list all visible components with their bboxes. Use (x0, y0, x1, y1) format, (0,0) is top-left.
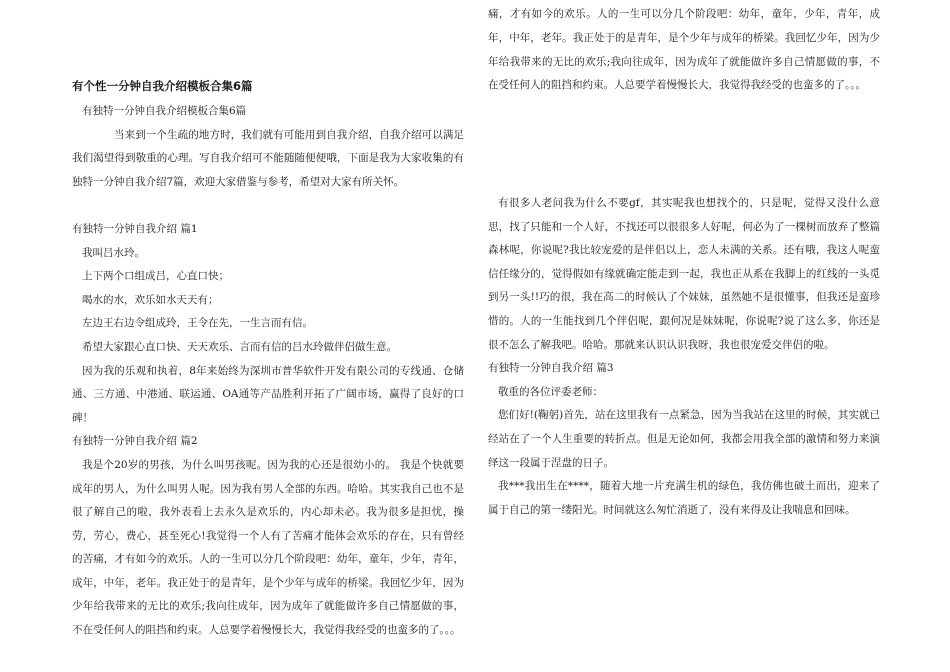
paragraph-tail: 痛，才有如今的欢乐。人的一生可以分几个阶段吧：幼年，童年，少年，青年，成年，中年，老年。我正处于的是青年，是个少年与成年的桥梁。我回忆少年，因为少年给我带来的无比的欢乐;我向往成年，因为成年了就能做许多自己情愿做的事，不在受任何人的阻挡和约束。人总要学着慢慢长大，我觉得我经受的也蛮多的了。。。 (488, 8, 880, 92)
intro-paragraph: 当来到一个生疏的地方时，我们就有可能用到自我介绍，自我介绍可以满足我们渴望得到敬重的心理。写自我介绍可不能随随便便哦，下面是我为大家收集的有独特一分钟自我介绍7篇，欢迎大家借鉴与参考，希望对大家有所关怀。 (72, 128, 464, 188)
document-title: 有个性一分钟自我介绍模板合集6篇 (72, 79, 253, 93)
paragraph: 希望大家跟心直口快、天天欢乐、言而有信的吕水玲做伴侣做生意。 (82, 340, 397, 353)
section-heading-1: 有独特一分钟自我介绍 篇1 (72, 222, 198, 235)
paragraph: 上下两个口组成吕，心直口快； (82, 270, 229, 283)
right-column (488, 8, 880, 522)
blank-line (72, 194, 464, 218)
paragraph: 我***我出生在****，随着大地一片充满生机的绿色，我仿佛也破土而出，迎来了属于自己的第一缕阳光。时间就这么匆忙消逝了，没有来得及让我喘息和回味。 (488, 480, 880, 516)
paragraph: 有很多人老问我为什么不要gf，其实呢我也想找个的，只是呢，觉得又没什么意思，找了只能和一个人好，不找还可以很很多人好呢，何必为了一棵树而放弃了整篇森林呢，你说呢?我比较宠爱的是伴侣以上，恋人未满的关系。还有哦，我这人呢蛮信任缘分的，觉得假如有缘就确定能走到一起，我也正从系在我脚上的红线的一头觅到另一头!!巧的很，我在高二的时候认了个妹妹，虽然她不是很懂事，但我还是蛮珍惜的。人的一生能找到几个伴侣呢，跟何况是妹妹呢，你说呢?说了这么多，你还是很不怎么了解我吧。哈哈。那就来认识认识我呀，我也很宠爱交伴侣的啦。 (488, 197, 880, 351)
section-heading-2: 有独特一分钟自我介绍 篇2 (72, 435, 198, 448)
document-subtitle: 有独特一分钟自我介绍模板合集6篇 (82, 105, 247, 117)
paragraph: 左边王右边令组成玲，王令在先，一生言而有信。 (82, 317, 313, 330)
paragraph-clip (72, 454, 464, 637)
paragraph: 敬重的各位评委老师： (498, 385, 603, 398)
section-heading-3: 有独特一分钟自我介绍 篇3 (488, 362, 614, 375)
paragraph-continued: 我是个20岁的男孩，为什么叫男孩呢。因为我的心还是很幼小的。 我是个快就要成年的男人，为什么叫男人呢。因为我有男人全部的东西。哈哈。其实我自己也不是很了解自己的啦，我外表看上去永久是欢乐的，内心却未必。我为很多是担忧，操劳，劳心，费心，甚至死心!我觉得一个人有了苦痛才能体会欢乐的存在，只有曾经的苦痛，才有如今的欢乐。人的一生可以分几个阶段吧：幼年，童年，少年，青年，成年，中年，老年。我正处于的是青年，是个少年与成年的桥梁。我回忆少年，因为少年给我带来的无比的欢乐;我向往成年，因为成年了就能做许多自己情愿做的事，不在受任何人的阻挡和约束。人总要学着慢慢长大，我觉得我经受的也蛮多的了。。。 (72, 458, 464, 637)
paragraph: 因为我的乐观和执着，8年来始终为深圳市普华软件开发有限公司的专线通、仓储通、三方通、中港通、联运通、OA通等产品胜利开拓了广阔市场，赢得了良好的口碑！ (72, 364, 464, 424)
paragraph: 您们好!(鞠躬)首先，站在这里我有一点紧急，因为当我站在这里的时候，其实就已经站在了一个人生重要的转折点。但是无论如何，我都会用我全部的激情和努力来演绎这一段属于涅盘的日子。 (488, 409, 880, 469)
paragraph-tail-clip (488, 8, 880, 192)
paragraph: 喝水的水，欢乐如水天天有； (82, 293, 219, 306)
paragraph: 我叫吕水玲。 (82, 246, 145, 259)
left-column (72, 76, 464, 637)
